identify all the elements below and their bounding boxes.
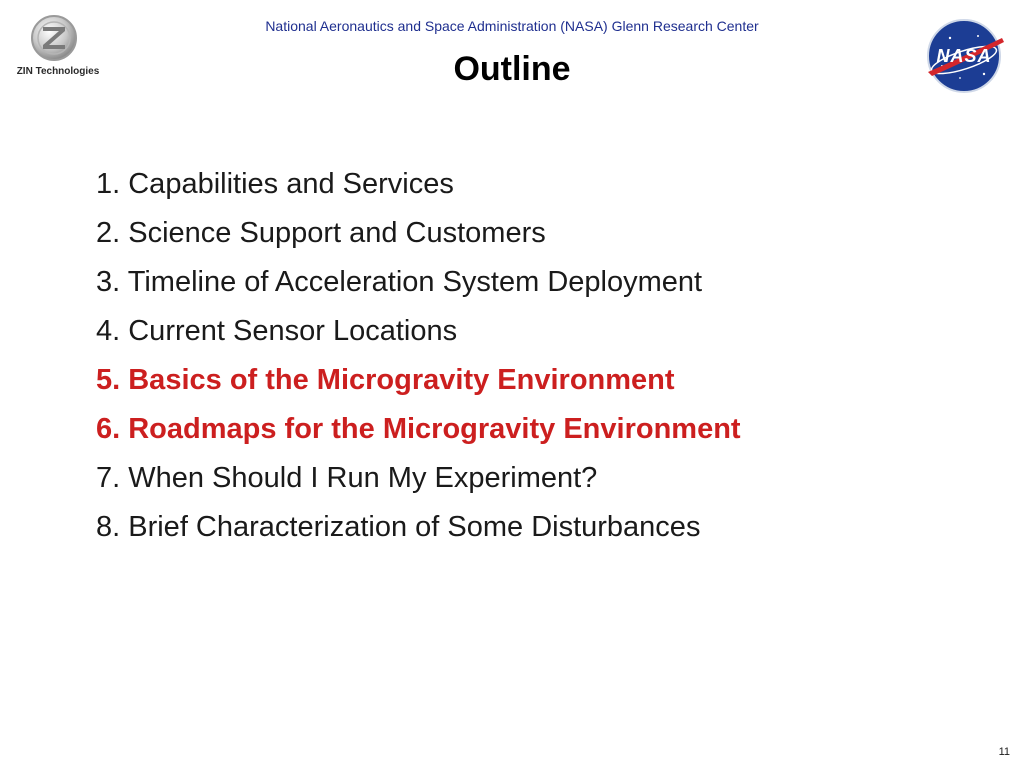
nasa-logo xyxy=(920,16,1008,96)
page-title: Outline xyxy=(453,50,571,88)
outline-item-highlighted: 6. Roadmaps for the Microgravity Environment xyxy=(96,413,741,445)
outline-item: 3. Timeline of Acceleration System Deployment xyxy=(96,266,703,298)
nasa-logo-text: NASA xyxy=(936,46,992,66)
outline-item: 2. Science Support and Customers xyxy=(96,217,546,249)
outline-item: 7. When Should I Run My Experiment? xyxy=(96,462,598,494)
outline-item-highlighted: 5. Basics of the Microgravity Environment xyxy=(96,364,675,396)
outline-item: 4. Current Sensor Locations xyxy=(96,315,458,347)
organization-header: National Aeronautics and Space Administration (NASA) Glenn Research Center xyxy=(265,18,759,34)
outline-item: 1. Capabilities and Services xyxy=(96,168,454,200)
zin-logo-text: ZIN Technologies xyxy=(16,66,100,77)
outline-item: 8. Brief Characterization of Some Disturbances xyxy=(96,511,701,543)
page-number: 11 xyxy=(998,746,1010,758)
outline-list xyxy=(96,160,741,552)
